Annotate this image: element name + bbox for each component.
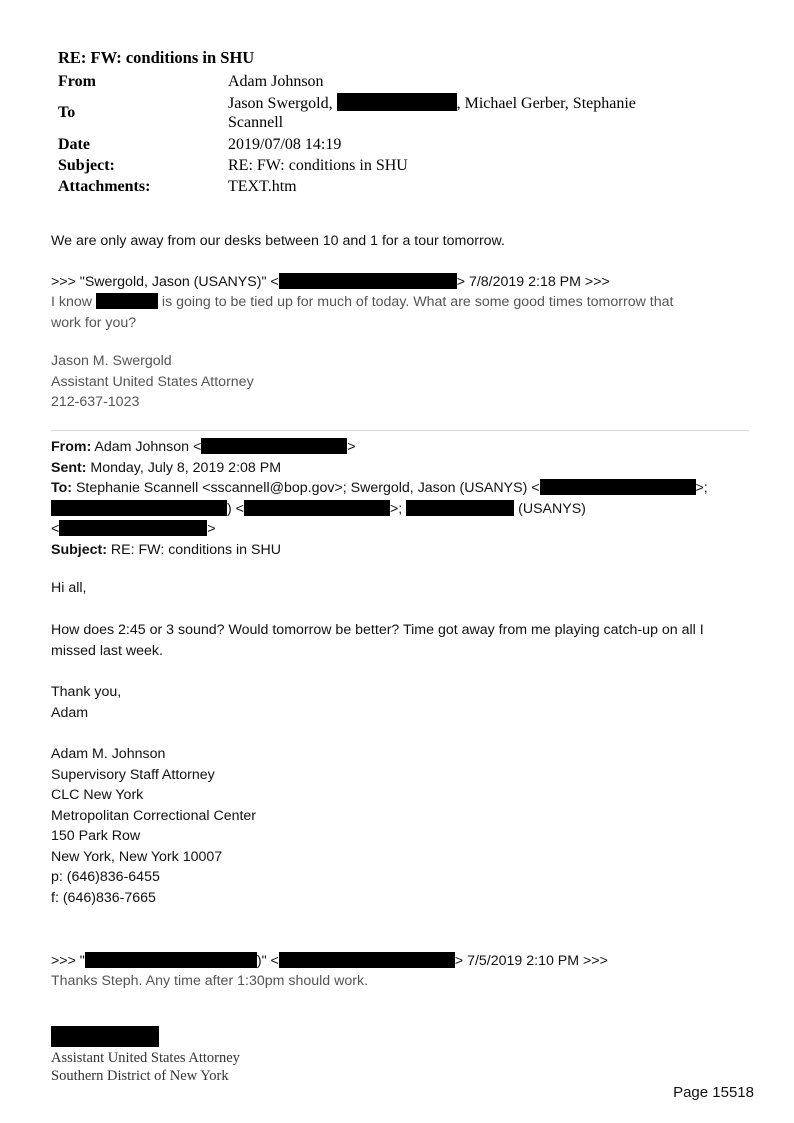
redaction-block (59, 520, 207, 536)
forwarded-header (51, 437, 751, 560)
redaction-block (51, 500, 227, 516)
sig-phone: 212-637-1023 (51, 394, 140, 410)
fwd-from-value: Adam Johnson < (94, 439, 202, 455)
fwd-closing-1: Thank you, (51, 684, 122, 700)
fwd-to-l3a: < (51, 521, 60, 537)
header-table (58, 71, 678, 197)
fwd-sig-line: CLC New York (51, 787, 144, 803)
fwd-sent-line (51, 458, 751, 479)
fwd-sig-line: p: (646)836-6455 (51, 869, 160, 885)
fwd-to-value: Stephanie Scannell <sscannell@bop.gov>; Swergold, Jason (USANYS) < (75, 480, 540, 496)
quote1-suffix: > 7/8/2019 2:18 PM >>> (456, 274, 610, 290)
header-row-to (58, 92, 678, 134)
quote2-mid: )" < (256, 953, 279, 969)
to-part1: Jason Swergold, (228, 95, 333, 112)
quote2-line: Thanks Steph. Any time after 1:30pm should work. (51, 973, 369, 989)
fwd-sent-label: Sent: (51, 459, 87, 476)
attachments-value: TEXT.htm (228, 178, 297, 195)
redaction-block (279, 952, 455, 968)
fwd-closing-2: Adam (51, 704, 89, 721)
header-row-date (58, 134, 678, 155)
fwd-to-label: To: (51, 480, 73, 496)
fwd-sent-value: Monday, July 8, 2019 2:08 PM (90, 459, 282, 476)
fwd-sig-line: Supervisory Staff Attorney (51, 766, 215, 783)
to-part3: Scannell (228, 114, 284, 131)
header-row-attachments (58, 176, 678, 197)
fwd-sig-line: Metropolitan Correctional Center (51, 807, 257, 824)
fwd-from-close: > (347, 439, 356, 455)
fwd-subject-line (51, 540, 751, 561)
page-number: Page 15518 (673, 1084, 754, 1101)
fwd-from-label: From: (51, 439, 92, 455)
date-label: Date (58, 136, 90, 153)
fwd-closing (51, 682, 121, 723)
fwd-to-line-3 (51, 519, 751, 540)
fwd-sig-line: New York, New York 10007 (51, 848, 223, 865)
redaction-block (337, 93, 457, 111)
quote-header-2 (51, 951, 608, 972)
redaction-block (540, 479, 696, 495)
sig-name: Jason M. Swergold (51, 353, 172, 369)
fwd-sig-line: Adam M. Johnson (51, 746, 166, 762)
fwd-to-l3b: > (207, 521, 216, 537)
redaction-block (279, 273, 457, 289)
fwd-to-line (51, 478, 751, 499)
redaction-block (406, 500, 514, 516)
redaction-block (96, 293, 158, 309)
redaction-block (51, 1026, 159, 1047)
fwd-greeting: Hi all, (51, 580, 87, 596)
fwd-subject-value: RE: FW: conditions in SHU (110, 541, 281, 558)
fwd-from-line (51, 437, 751, 458)
fwd-paragraph (51, 620, 751, 661)
fwd-to-line-2 (51, 499, 751, 520)
fwd-to-l2b: >; (389, 500, 403, 517)
quote1-signature (51, 351, 254, 413)
fwd-sig-line: f: (646)836-7665 (51, 889, 156, 906)
subject-label: Subject: (58, 157, 115, 174)
quote1-prefix: >>> "Swergold, Jason (USANYS)" < (51, 274, 279, 290)
signature-redaction (51, 1026, 159, 1049)
quote1-line2: work for you? (51, 314, 137, 331)
quote1-line1a: I know (51, 294, 93, 310)
fwd-signature (51, 744, 256, 908)
fwd-to-end: >; (695, 480, 708, 496)
to-value (228, 92, 678, 134)
redaction-block (85, 952, 257, 968)
quote1-body (51, 292, 751, 333)
to-label: To (58, 104, 76, 121)
subject-value: RE: FW: conditions in SHU (228, 157, 408, 174)
date-value: 2019/07/08 14:19 (228, 136, 342, 153)
fwd-para-line2: missed last week. (51, 642, 163, 659)
quote-header-1 (51, 272, 610, 293)
divider (51, 430, 749, 431)
fwd-subject-label: Subject: (51, 541, 107, 558)
reply-message: We are only away from our desks between 10 and 1 for a tour tomorrow. (51, 233, 505, 249)
email-title: RE: FW: conditions in SHU (58, 48, 255, 67)
fwd-sig-line: 150 Park Row (51, 828, 141, 844)
redaction-block (244, 500, 390, 516)
quote2-signature (51, 1049, 240, 1085)
redaction-block (201, 438, 347, 454)
attachments-label: Attachments: (58, 178, 151, 195)
fwd-to-l2c: (USANYS) (518, 500, 586, 517)
sig-title: Assistant United States Attorney (51, 373, 254, 390)
quote2-sig-title: Assistant United States Attorney (51, 1050, 240, 1066)
quote2-sig-office: Southern District of New York (51, 1068, 229, 1084)
header-row-subject (58, 155, 678, 176)
quote2-prefix: >>> " (51, 953, 85, 969)
email-header (58, 48, 678, 197)
from-value: Adam Johnson (228, 73, 324, 90)
fwd-para-line1: How does 2:45 or 3 sound? Would tomorrow be better? Time got away from me playing catch-up on all I (51, 622, 704, 638)
from-label: From (58, 73, 96, 90)
quote1-line1b: is going to be tied up for much of today. What are some good times tomorrow that (161, 294, 674, 310)
fwd-to-l2a: ) < (227, 500, 244, 517)
quote2-suffix: > 7/5/2019 2:10 PM >>> (454, 953, 608, 969)
header-row-from (58, 71, 678, 92)
to-part2: , Michael Gerber, Stephanie (456, 95, 636, 112)
